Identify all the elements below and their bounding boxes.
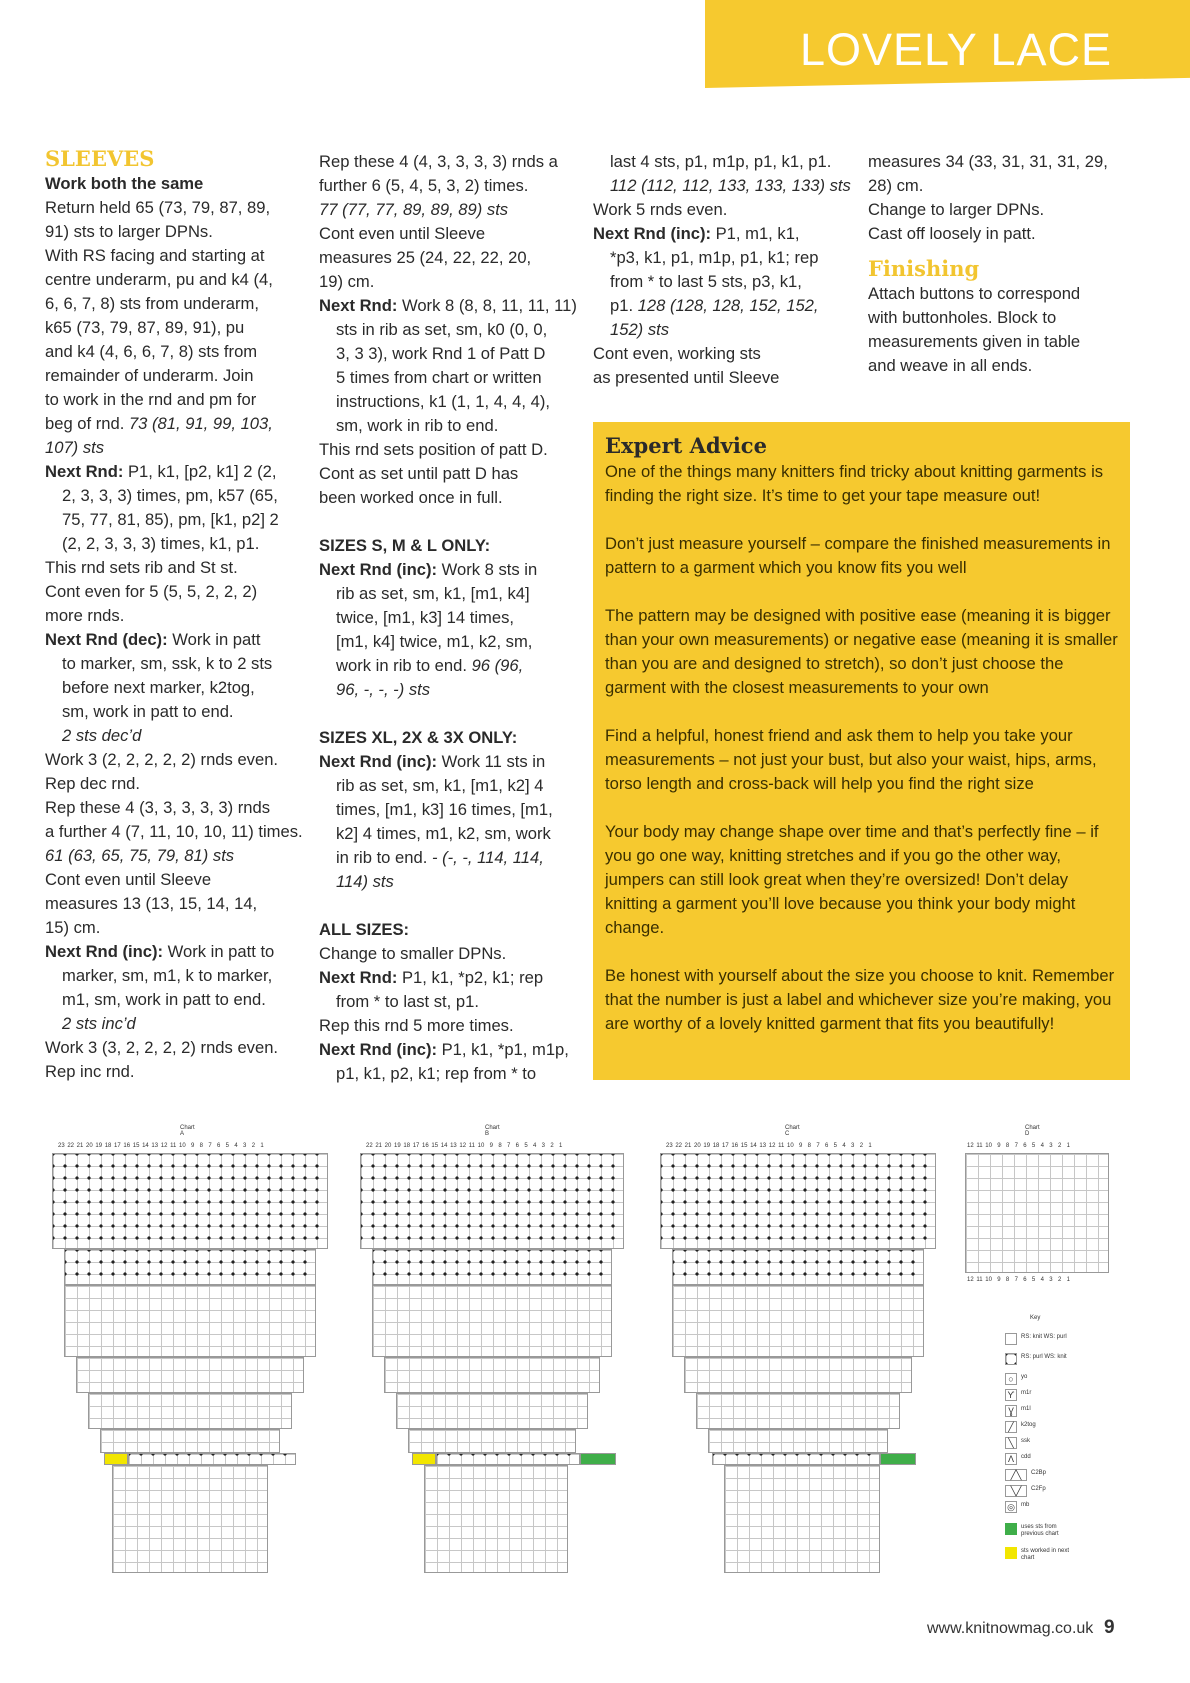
chart-grid-lace [696, 1393, 900, 1429]
text-line: from * to last 5 sts, p3, k1, [610, 272, 802, 291]
green-swatch [1005, 1523, 1017, 1535]
text-line [45, 460, 305, 484]
text-line: Rep these 4 (4, 3, 3, 3, 3) rnds a [319, 152, 558, 171]
cdd-icon: Λ [1005, 1453, 1017, 1465]
text-line: Attach buttons to correspond [868, 284, 1081, 303]
column-2 [319, 150, 581, 1086]
text-line: measures 34 (33, 31, 31, 31, 29, [868, 152, 1108, 171]
column-numbers: 12 11 10 9 8 7 6 5 4 3 2 1 [967, 1143, 1070, 1149]
text-line [45, 940, 305, 964]
sizes-heading: ALL SIZES: [319, 920, 410, 939]
ssk-icon: ╲ [1005, 1437, 1017, 1449]
text-line: and weave in all ends. [868, 356, 1033, 375]
text-line: Rep dec rnd. [45, 774, 141, 793]
instruction-label: Next Rnd (inc): [319, 1040, 442, 1059]
text-line: This rnd sets position of patt D. [319, 440, 548, 459]
text-span: P1, k1, [p2, k1] 2 (2, [127, 462, 277, 481]
spacer [868, 246, 1128, 256]
text-line: Work 3 (3, 2, 2, 2, 2) rnds even. [45, 1038, 279, 1057]
text-span: Work in patt to [167, 942, 275, 961]
chart-grid-lace [672, 1285, 924, 1357]
text-span: P1, k1, *p1, m1p, [441, 1040, 569, 1059]
text-line: last 4 sts, p1, m1p, p1, k1, p1. [610, 152, 832, 171]
key-item [1005, 1333, 1085, 1347]
text-line: Work 3 (2, 2, 2, 2, 2) rnds even. [45, 750, 279, 769]
chart-grid-lace [384, 1357, 600, 1393]
text-line: 15) cm. [45, 918, 101, 937]
text-line: Work 5 rnds even. [593, 200, 728, 219]
text-span: beg of rnd. [45, 414, 129, 433]
chart-grid-lace [684, 1357, 912, 1393]
text-line: Cont even until Sleeve [45, 870, 212, 889]
column-4 [868, 150, 1128, 378]
column-numbers: 23 22 21 20 19 18 17 16 15 14 13 12 11 10 9 8 7 6 5 4 3 2 1 [666, 1143, 872, 1149]
text-line: sm, work in patt to end. [62, 702, 234, 721]
text-span: P1, m1, k1, [715, 224, 800, 243]
key-item [1005, 1547, 1085, 1561]
chart-grid-mid [64, 1249, 316, 1285]
text-line: 19) cm. [319, 272, 375, 291]
instruction-label: Next Rnd: [319, 296, 402, 315]
text-span: Work 8 sts in [441, 560, 538, 579]
chart-title: Chart C [785, 1125, 800, 1137]
text-line: centre underarm, pu and k4 (4, [45, 270, 273, 289]
section-heading-finishing: Finishing [868, 256, 980, 281]
key-label: cdd [1021, 1454, 1031, 1460]
chart-grid-lace [372, 1285, 612, 1357]
k2tog-icon: ╱ [1005, 1421, 1017, 1433]
text-line: Cont as set until patt D has [319, 464, 519, 483]
key-item [1005, 1485, 1085, 1499]
instruction-label: Next Rnd (inc): [319, 560, 442, 579]
chart-grid-mid [372, 1249, 612, 1285]
text-line: Rep this rnd 5 more times. [319, 1016, 514, 1035]
text-line: been worked once in full. [319, 488, 503, 507]
text-line: m1, sm, work in patt to end. [62, 990, 266, 1009]
text-line: *p3, k1, p1, m1p, p1, k1; rep [610, 248, 819, 267]
chart-grid-row [128, 1453, 296, 1465]
text-line: to work in the rnd and pm for [45, 390, 257, 409]
spacer [319, 510, 581, 534]
chart-grid-upper [360, 1153, 624, 1249]
advice-title: Expert Advice [605, 433, 767, 458]
footer-url[interactable]: www.knitnowmag.co.uk [927, 1620, 1094, 1637]
advice-paragraph: Don’t just measure yourself – compare the finished measurements in pattern to a garment which you know fits you well [605, 534, 1111, 577]
chart-grid-upper [660, 1153, 936, 1249]
text-line: [m1, k4] twice, m1, k2, sm, [336, 632, 533, 651]
text-line: k65 (73, 79, 87, 89, 91), pu [45, 318, 245, 337]
text-line: remainder of underarm. Join [45, 366, 254, 385]
chart-grid-lower [112, 1465, 268, 1573]
stitch-count: 2 sts dec’d [62, 726, 142, 745]
text-line: sts in rib as set, sm, k0 (0, 0, [336, 320, 548, 339]
advice-paragraph: Be honest with yourself about the size you choose to knit. Remember that the number is just a label and whichever size you’re making, you are worthy of a lovely knitted garment that fits you beautifully! [605, 966, 1115, 1033]
advice-paragraph: The pattern may be designed with positive ease (meaning it is bigger than your own measurements) or negative ease (meaning it is smaller than you are and designed to stretch), so don’t just choose the garment with the closest measurements to your own [605, 606, 1118, 697]
yellow-swatch [1005, 1547, 1017, 1559]
stitch-count: 128 (128, 128, 152, 152, [637, 296, 819, 315]
column-numbers: 23 22 21 20 19 18 17 16 15 14 13 12 11 10 9 8 7 6 5 4 3 2 1 [58, 1143, 264, 1149]
text-line: 75, 77, 81, 85), pm, [k1, p2] 2 [62, 510, 279, 529]
chart-title: Chart A [180, 1125, 195, 1137]
text-line: twice, [m1, k3] 14 times, [336, 608, 514, 627]
text-line: from * to last st, p1. [336, 992, 479, 1011]
purl-swatch [1005, 1353, 1017, 1365]
stitch-count: - (-, -, 114, 114, [431, 848, 544, 867]
text-line: 3, 3 3), work Rnd 1 of Patt D [336, 344, 546, 363]
text-line: and k4 (4, 6, 6, 7, 8) sts from [45, 342, 258, 361]
text-line: Cast off loosely in patt. [868, 224, 1036, 243]
text-line: measures 13 (13, 15, 14, 14, [45, 894, 258, 913]
key-label: ssk [1021, 1438, 1030, 1444]
chart-title: Chart B [485, 1125, 500, 1137]
chart-grid-lower [724, 1465, 880, 1573]
chart-grid-row [436, 1453, 580, 1465]
text-line: k2] 4 times, m1, k2, sm, work [336, 824, 551, 843]
knit-swatch [1005, 1333, 1017, 1345]
key-item [1005, 1405, 1085, 1419]
key-label: sts worked in next chart [1021, 1548, 1070, 1561]
banner-title: LOVELY LACE [800, 24, 1113, 75]
text-line: Work both the same [45, 174, 204, 193]
text-span: P1, k1, *p2, k1; rep [401, 968, 544, 987]
text-span: Work 11 sts in [441, 752, 546, 771]
text-span: Work 8 (8, 8, 11, 11, 11) [401, 296, 577, 315]
chart-grid-lace [88, 1393, 292, 1429]
stitch-count: 107) sts [45, 438, 105, 457]
stitch-count: 152) sts [610, 320, 670, 339]
instruction-label: Next Rnd (inc): [45, 942, 168, 961]
text-line [593, 294, 858, 318]
yellow-stitch-cell [412, 1453, 436, 1465]
key-item [1005, 1389, 1085, 1403]
text-span: in rib to end. [336, 848, 432, 867]
text-line [45, 412, 305, 436]
chart-grid-lower [424, 1465, 568, 1573]
text-line: sm, work in rib to end. [336, 416, 499, 435]
text-line: Change to larger DPNs. [868, 200, 1045, 219]
instruction-label: Next Rnd (inc): [593, 224, 716, 243]
spacer [319, 702, 581, 726]
text-line: with buttonholes. Block to [868, 308, 1057, 327]
text-line: Rep these 4 (3, 3, 3, 3, 3) rnds [45, 798, 271, 817]
cable-front-icon: ╲╱ [1005, 1485, 1027, 1497]
stitch-count: 77 (77, 77, 89, 89, 89) sts [319, 200, 509, 219]
stitch-count: 112 (112, 112, 133, 133, 133) sts [610, 176, 851, 195]
stitch-count: 96 (96, [471, 656, 524, 675]
text-line: 28) cm. [868, 176, 924, 195]
text-line [319, 558, 581, 582]
yo-icon: ○ [1005, 1373, 1017, 1385]
text-line: measures 25 (24, 22, 22, 20, [319, 248, 532, 267]
key-label: k2tog [1021, 1422, 1036, 1428]
chart-title: Chart D [1025, 1125, 1040, 1137]
chart-grid-lace [708, 1429, 888, 1453]
chart-grid-lace [408, 1429, 576, 1453]
text-line: Cont even, working sts [593, 344, 761, 363]
m1r-icon: ϒ [1005, 1389, 1017, 1401]
text-line: 5 times from chart or written [336, 368, 542, 387]
column-3 [593, 150, 858, 390]
chart-grid [965, 1153, 1109, 1273]
sizes-heading: SIZES XL, 2X & 3X ONLY: [319, 728, 518, 747]
column-numbers: 22 21 20 19 18 17 16 15 14 13 12 11 10 9 8 7 6 5 4 3 2 1 [366, 1143, 563, 1149]
key-label: C2Fp [1031, 1486, 1046, 1492]
chart-grid-upper [52, 1153, 328, 1249]
chart-grid-lace [64, 1285, 316, 1357]
section-heading-sleeves: SLEEVES [45, 146, 155, 171]
cable-back-icon: ╱╲ [1005, 1469, 1027, 1481]
text-span: work in rib to end. [336, 656, 472, 675]
text-line [319, 654, 581, 678]
key-label: mb [1021, 1502, 1030, 1508]
key-item [1005, 1469, 1085, 1483]
text-line: marker, sm, m1, k to marker, [62, 966, 273, 985]
text-line [45, 628, 305, 652]
instruction-label: Next Rnd: [319, 968, 402, 987]
column-1 [45, 146, 305, 1084]
key-item [1005, 1353, 1085, 1367]
text-line: instructions, k1 (1, 1, 4, 4, 4), [336, 392, 550, 411]
text-line: Cont even for 5 (5, 5, 2, 2, 2) [45, 582, 258, 601]
key-label: m1r [1021, 1390, 1032, 1396]
chart-grid-lace [76, 1357, 304, 1393]
bobble-icon: ◎ [1005, 1501, 1017, 1513]
key-label: m1l [1021, 1406, 1031, 1412]
text-line: 91) sts to larger DPNs. [45, 222, 213, 241]
text-line: Cont even until Sleeve [319, 224, 486, 243]
text-line: a further 4 (7, 11, 10, 10, 11) times. [45, 822, 303, 841]
text-line: rib as set, sm, k1, [m1, k2] 4 [336, 776, 544, 795]
chart-grid-mid [672, 1249, 924, 1285]
key-label: uses sts from previous chart [1021, 1524, 1059, 1537]
text-line: rib as set, sm, k1, [m1, k4] [336, 584, 530, 603]
stitch-count: 114) sts [336, 872, 394, 891]
instruction-label: Next Rnd (dec): [45, 630, 173, 649]
key-item [1005, 1501, 1085, 1515]
page-number: 9 [1104, 1617, 1115, 1638]
text-line: to marker, sm, ssk, k to 2 sts [62, 654, 273, 673]
text-line: 6, 6, 7, 8) sts from underarm, [45, 294, 259, 313]
yellow-stitch-cell [104, 1453, 128, 1465]
text-line: This rnd sets rib and St st. [45, 558, 238, 577]
stitch-count: 61 (63, 65, 75, 79, 81) sts [45, 846, 235, 865]
advice-paragraph: Find a helpful, honest friend and ask them to help you take your measurements – not just your bust, but also your waist, hips, arms, torso length and cross-back will help you find the right size [605, 726, 1097, 793]
key-item [1005, 1453, 1085, 1467]
chart-grid-lace [100, 1429, 280, 1453]
text-line: before next marker, k2tog, [62, 678, 255, 697]
text-line: more rnds. [45, 606, 125, 625]
chart-grid-row [712, 1453, 880, 1465]
text-line [319, 966, 581, 990]
text-line [319, 294, 581, 318]
text-line [319, 1038, 581, 1062]
text-line: further 6 (5, 4, 5, 3, 2) times. [319, 176, 529, 195]
text-line: p1, k1, p2, k1; rep from * to [336, 1064, 537, 1083]
text-line [319, 846, 581, 870]
text-span: p1. [610, 296, 638, 315]
text-line: 2, 3, 3, 3) times, pm, k57 (65, [62, 486, 278, 505]
text-line [319, 750, 581, 774]
stitch-count: 2 sts inc’d [62, 1014, 136, 1033]
key-item [1005, 1373, 1085, 1387]
text-line: With RS facing and starting at [45, 246, 265, 265]
expert-advice-box [593, 422, 1130, 1080]
key-label: C2Bp [1031, 1470, 1047, 1476]
m1l-icon: Ɣ [1005, 1405, 1017, 1417]
advice-paragraph: Your body may change shape over time and that’s perfectly fine – if you go one way, knitting stretches and if you go the other way, jumpers can still look great when they’re oversized! Don’t delay knitting a garment you’ll love because you think your body might change. [605, 822, 1099, 937]
text-line: (2, 2, 3, 3, 3) times, k1, p1. [62, 534, 260, 553]
text-line [593, 222, 858, 246]
text-line: times, [m1, k3] 16 times, [m1, [336, 800, 553, 819]
text-span: Work in patt [172, 630, 261, 649]
column-numbers: 12 11 10 9 8 7 6 5 4 3 2 1 [967, 1277, 1070, 1283]
key-label: RS: knit WS: purl [1021, 1334, 1067, 1340]
key-label: RS: purl WS: knit [1021, 1354, 1067, 1360]
green-stitch-cell [880, 1453, 916, 1465]
key-title: Key [1030, 1315, 1041, 1321]
text-line: as presented until Sleeve [593, 368, 780, 387]
green-stitch-cell [580, 1453, 616, 1465]
text-line: Rep inc rnd. [45, 1062, 135, 1081]
text-line: Return held 65 (73, 79, 87, 89, [45, 198, 271, 217]
text-line: Change to smaller DPNs. [319, 944, 507, 963]
key-item [1005, 1437, 1085, 1451]
stitch-count: 96, -, -, -) sts [336, 680, 431, 699]
spacer [319, 894, 581, 918]
text-line: measurements given in table [868, 332, 1081, 351]
sizes-heading: SIZES S, M & L ONLY: [319, 536, 491, 555]
key-item [1005, 1421, 1085, 1435]
key-label: yo [1021, 1374, 1028, 1380]
key-item [1005, 1523, 1085, 1537]
instruction-label: Next Rnd (inc): [319, 752, 442, 771]
instruction-label: Next Rnd: [45, 462, 128, 481]
chart-grid-lace [396, 1393, 588, 1429]
advice-paragraph: One of the things many knitters find tricky about knitting garments is finding the right size. It’s time to get your tape measure out! [605, 462, 1104, 505]
stitch-count: 73 (81, 91, 99, 103, [128, 414, 273, 433]
